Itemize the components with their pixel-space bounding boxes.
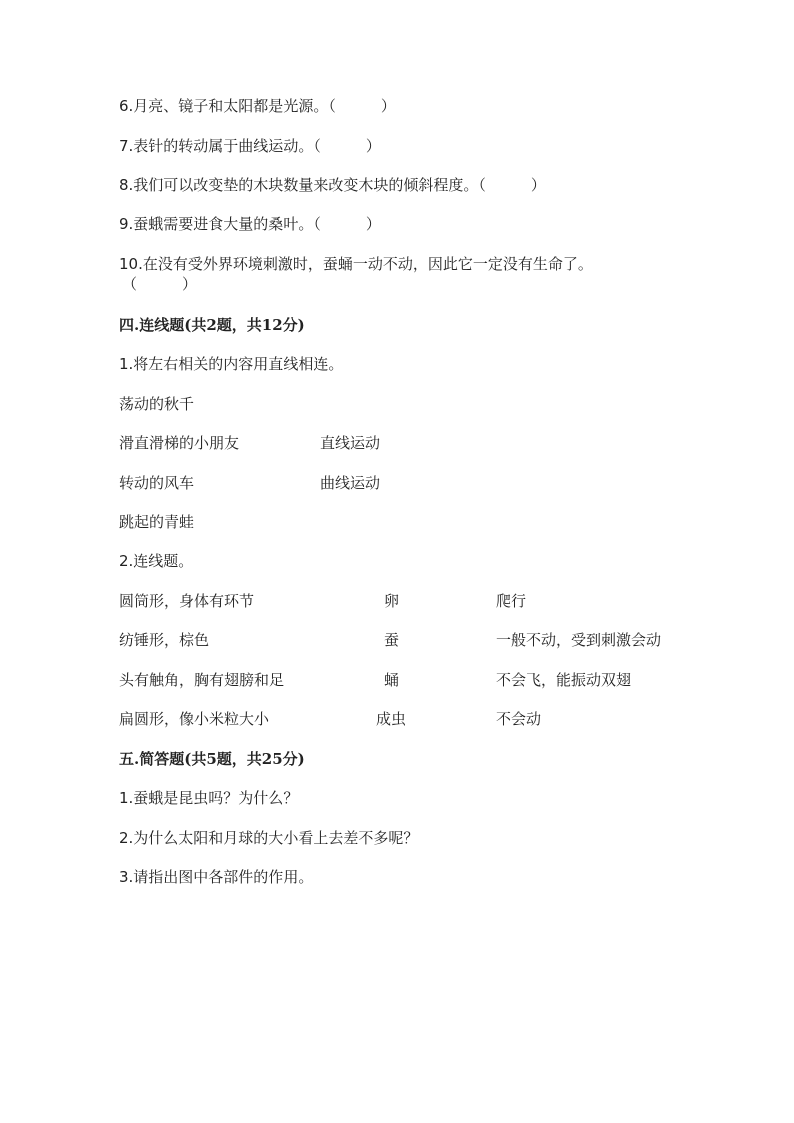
matching-q2-left-1: 圆筒形，身体有环节 [119,592,255,610]
judgement-item-7: 7.表针的转动属于曲线运动。（ ） [119,137,381,155]
matching-q1-left-1: 荡动的秋千 [119,395,195,413]
short-answer-item-3: 3.请指出图中各部件的作用。 [119,868,314,886]
matching-q1-right-1: 直线运动 [320,434,381,452]
short-answer-item-2: 2.为什么太阳和月球的大小看上去差不多呢？ [119,829,419,847]
matching-q2-right-1: 爬行 [496,592,527,610]
matching-q2-right-2: 一般不动，受到刺激会动 [496,631,662,649]
matching-q2-right-4: 不会动 [496,710,542,728]
judgement-item-10-answer-paren: （ ） [122,275,198,293]
judgement-item-6: 6.月亮、镜子和太阳都是光源。（ ） [119,97,396,115]
matching-q2-middle-3: 蛹 [384,671,400,689]
section-4-title: 四.连线题(共2题，共12分) [119,316,305,334]
section-5-title: 五.简答题(共5题，共25分) [119,750,305,768]
matching-q2-left-2: 纺锤形，棕色 [119,631,210,649]
matching-q2-left-4: 扁圆形，像小米粒大小 [119,710,270,728]
matching-q2-prompt: 2.连线题。 [119,552,194,570]
matching-q2-right-3: 不会飞，能振动双翅 [496,671,632,689]
judgement-item-9: 9.蚕蛾需要进食大量的桑叶。（ ） [119,215,381,233]
matching-q2-left-3: 头有触角，胸有翅膀和足 [119,671,285,689]
matching-q1-prompt: 1.将左右相关的内容用直线相连。 [119,355,344,373]
matching-q2-middle-1: 卵 [384,592,400,610]
matching-q1-left-4: 跳起的青蛙 [119,513,195,531]
judgement-item-8: 8.我们可以改变垫的木块数量来改变木块的倾斜程度。（ ） [119,176,546,194]
matching-q2-middle-2: 蚕 [384,631,400,649]
matching-q1-left-2: 滑直滑梯的小朋友 [119,434,240,452]
matching-q1-left-3: 转动的风车 [119,474,195,492]
short-answer-item-1: 1.蚕蛾是昆虫吗？为什么？ [119,789,299,807]
matching-q1-right-2: 曲线运动 [320,474,381,492]
judgement-item-10: 10.在没有受外界环境刺激时，蚕蛹一动不动，因此它一定没有生命了。 [119,255,593,273]
matching-q2-middle-4: 成虫 [376,710,407,728]
